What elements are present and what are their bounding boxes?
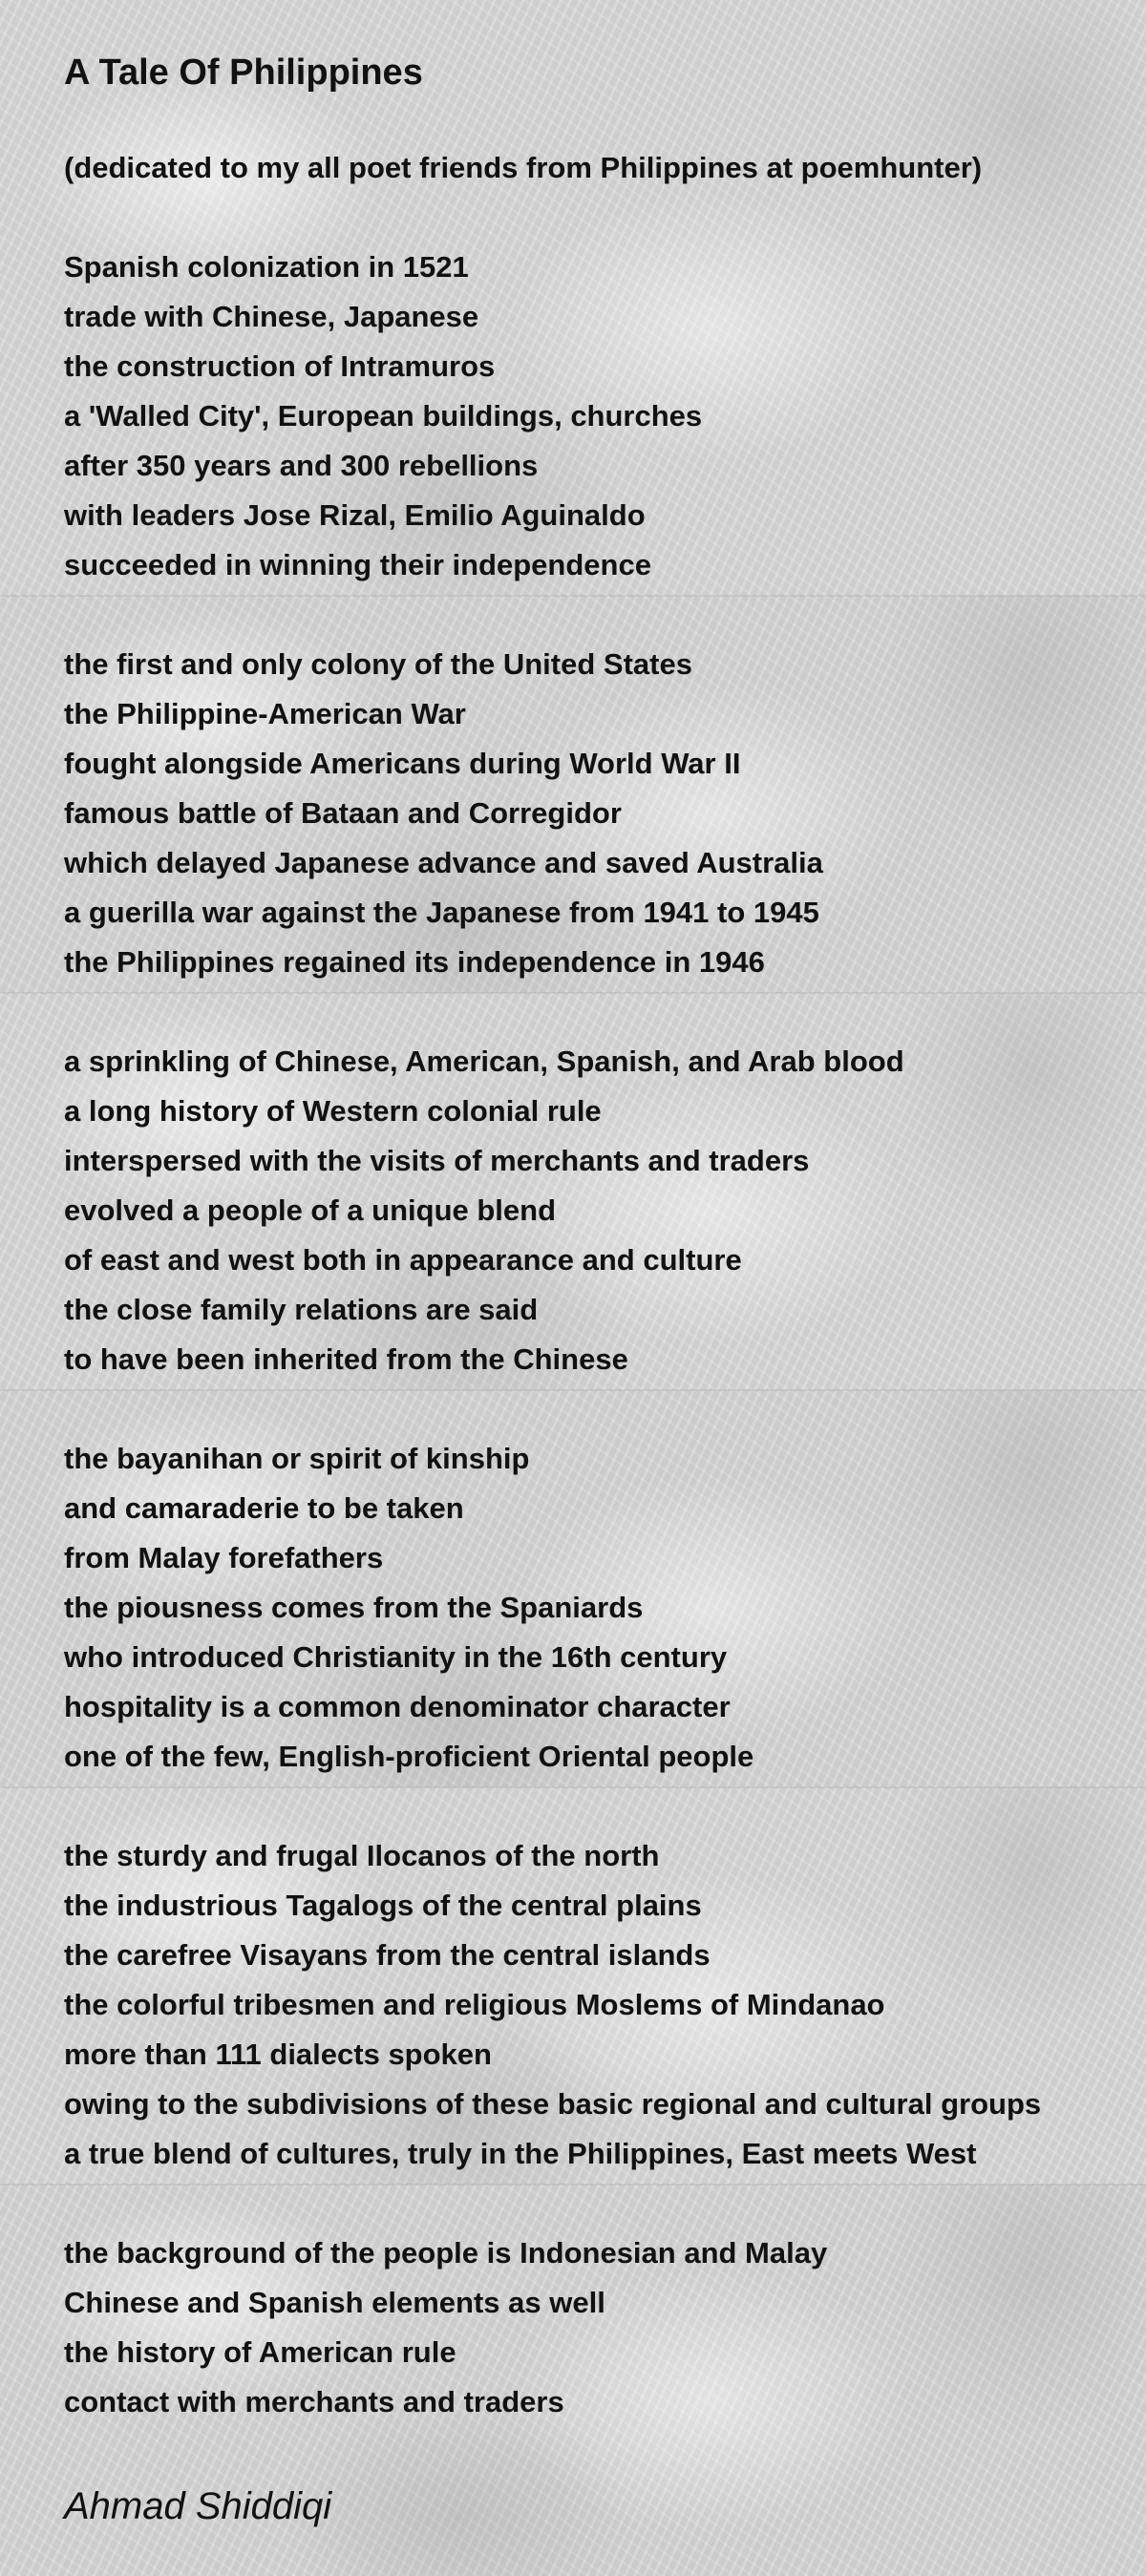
- poem-line: and camaraderie to be taken: [64, 1491, 464, 1525]
- stanza-3: [64, 1037, 1134, 1384]
- poem-line: contact with merchants and traders: [64, 2385, 564, 2418]
- poem-line: a sprinkling of Chinese, American, Spanish, and Arab blood: [64, 1045, 904, 1078]
- poem-line: after 350 years and 300 rebellions: [64, 449, 539, 482]
- poem-line: to have been inherited from the Chinese: [64, 1342, 628, 1376]
- poem-line: hospitality is a common denominator character: [64, 1690, 731, 1723]
- poem-line: a guerilla war against the Japanese from 1941 to 1945: [64, 896, 819, 929]
- poem-line: a true blend of cultures, truly in the Philippines, East meets West: [64, 2137, 977, 2170]
- poem-line: the sturdy and frugal Ilocanos of the north: [64, 1839, 660, 1872]
- poem-line: the background of the people is Indonesian and Malay: [64, 2236, 828, 2270]
- poem-line: interspersed with the visits of merchants and traders: [64, 1144, 810, 1177]
- poem-line: the history of American rule: [64, 2335, 456, 2369]
- poem-line: the Philippines regained its independence in 1946: [64, 945, 765, 979]
- poem-line: of east and west both in appearance and culture: [64, 1243, 742, 1277]
- stanza-4: [64, 1434, 1134, 1782]
- poem-line: the industrious Tagalogs of the central plains: [64, 1889, 702, 1922]
- poem-author: Ahmad Shiddiqi: [64, 2485, 332, 2527]
- poem-line: more than 111 dialects spoken: [64, 2038, 492, 2071]
- poem-title: A Tale Of Philippines: [64, 53, 423, 93]
- band-divider: [0, 2184, 1146, 2185]
- stanza-6: [64, 2228, 1134, 2427]
- poem-line: Chinese and Spanish elements as well: [64, 2286, 605, 2319]
- stanza-2: [64, 640, 1134, 987]
- stanza-1: [64, 243, 1134, 590]
- poem-line: evolved a people of a unique blend: [64, 1193, 557, 1227]
- poem-line: trade with Chinese, Japanese: [64, 300, 479, 333]
- poem-line: the bayanihan or spirit of kinship: [64, 1442, 530, 1475]
- band-divider: [0, 595, 1146, 597]
- poem-line: one of the few, English-proficient Oriental people: [64, 1740, 754, 1773]
- poem-line: with leaders Jose Rizal, Emilio Aguinaldo: [64, 498, 646, 532]
- poem-line: the piousness comes from the Spaniards: [64, 1591, 644, 1624]
- poem-line: who introduced Christianity in the 16th century: [64, 1640, 728, 1674]
- poem-line: famous battle of Bataan and Corregidor: [64, 796, 622, 830]
- poem-line: Spanish colonization in 1521: [64, 250, 469, 284]
- poem-line: the Philippine-American War: [64, 697, 466, 730]
- poem-line: the construction of Intramuros: [64, 349, 496, 383]
- poem-line: a 'Walled City', European buildings, churches: [64, 399, 703, 433]
- poem-line: the carefree Visayans from the central islands: [64, 1938, 711, 1972]
- poem-line: fought alongside Americans during World War II: [64, 747, 741, 780]
- poem-line: from Malay forefathers: [64, 1541, 384, 1574]
- poem-line: the colorful tribesmen and religious Moslems of Mindanao: [64, 1988, 885, 2021]
- band-divider: [0, 992, 1146, 994]
- poem-line: the close family relations are said: [64, 1293, 539, 1326]
- band-divider: [0, 1389, 1146, 1391]
- poem-line: owing to the subdivisions of these basic regional and cultural groups: [64, 2087, 1042, 2121]
- poem-line: a long history of Western colonial rule: [64, 1094, 602, 1128]
- poem-line: succeeded in winning their independence: [64, 548, 651, 581]
- band-divider: [0, 1786, 1146, 1788]
- poem-line: the first and only colony of the United States: [64, 647, 692, 681]
- poem-line: which delayed Japanese advance and saved Australia: [64, 846, 823, 879]
- poem-dedication: (dedicated to my all poet friends from Philippines at poemhunter): [64, 151, 983, 184]
- stanza-5: [64, 1831, 1134, 2179]
